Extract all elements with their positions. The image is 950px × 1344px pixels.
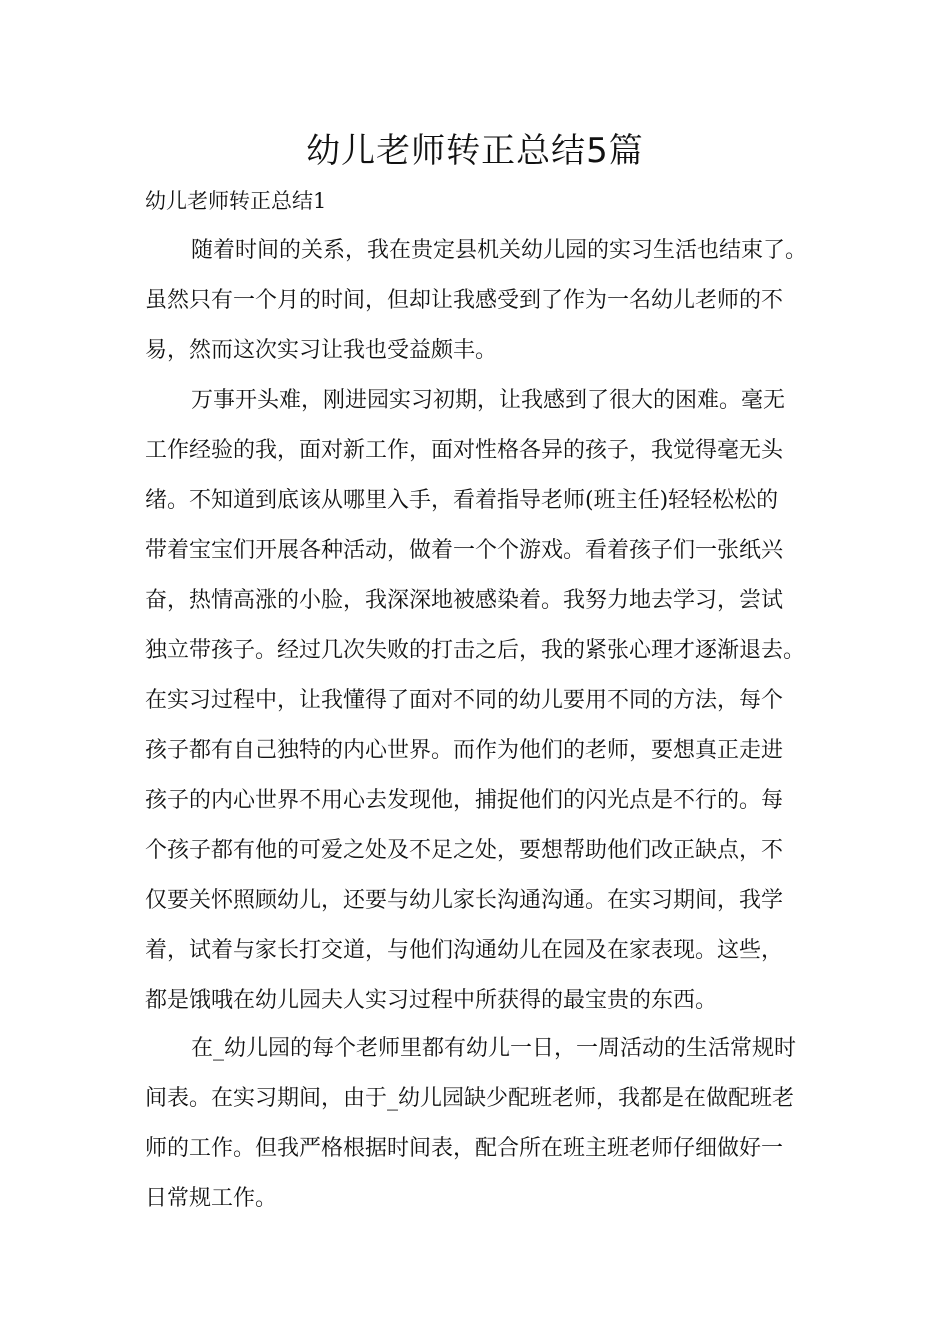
paragraph-line: 独立带孩子。经过几次失败的打击之后，我的紧张心理才逐渐退去。 [145,638,806,663]
paragraph-1 [145,226,815,376]
paragraph-line: 都是饿哦在幼儿园夫人实习过程中所获得的最宝贵的东西。 [145,988,718,1013]
paragraph-line: 在_幼儿园的每个老师里都有幼儿一日，一周活动的生活常规时 [191,1036,797,1061]
paragraph-2 [145,376,815,1026]
paragraph-line: 间表。在实习期间，由于_幼儿园缺少配班老师，我都是在做配班老 [145,1086,795,1111]
paragraph-line: 万事开头难，刚进园实习初期，让我感到了很大的困难。毫无 [191,388,786,413]
section-heading: 幼儿老师转正总结1 [145,189,327,213]
paragraph-line: 个孩子都有他的可爱之处及不足之处，要想帮助他们改正缺点，不 [145,838,784,863]
document-title: 幼儿老师转正总结5篇 [306,131,644,171]
paragraph-line: 绪。不知道到底该从哪里入手，看着指导老师(班主任)轻轻松松的 [145,488,779,513]
paragraph-line: 孩子都有自己独特的内心世界。而作为他们的老师，要想真正走进 [145,738,784,763]
paragraph-line: 带着宝宝们开展各种活动，做着一个个游戏。看着孩子们一张纸兴 [145,538,784,563]
paragraph-line: 易，然而这次实习让我也受益颇丰。 [145,338,498,363]
paragraph-line: 日常规工作。 [145,1186,278,1211]
paragraph-line: 孩子的内心世界不用心去发现他，捕捉他们的闪光点是不行的。每 [145,788,784,813]
paragraph-line: 虽然只有一个月的时间，但却让我感受到了作为一名幼儿老师的不 [145,288,784,313]
paragraph-line: 在实习过程中，让我懂得了面对不同的幼儿要用不同的方法，每个 [145,688,784,713]
paragraph-line: 工作经验的我，面对新工作，面对性格各异的孩子，我觉得毫无头 [145,438,784,463]
paragraph-line: 奋，热情高涨的小脸，我深深地被感染着。我努力地去学习，尝试 [145,588,784,613]
paragraph-3 [145,1024,815,1224]
paragraph-line: 师的工作。但我严格根据时间表，配合所在班主班老师仔细做好一 [145,1136,784,1161]
paragraph-line: 仅要关怀照顾幼儿，还要与幼儿家长沟通沟通。在实习期间，我学 [145,888,784,913]
paragraph-line: 着，试着与家长打交道，与他们沟通幼儿在园及在家表现。这些， [145,938,784,963]
paragraph-line: 随着时间的关系，我在贵定县机关幼儿园的实习生活也结束了。 [191,238,808,263]
